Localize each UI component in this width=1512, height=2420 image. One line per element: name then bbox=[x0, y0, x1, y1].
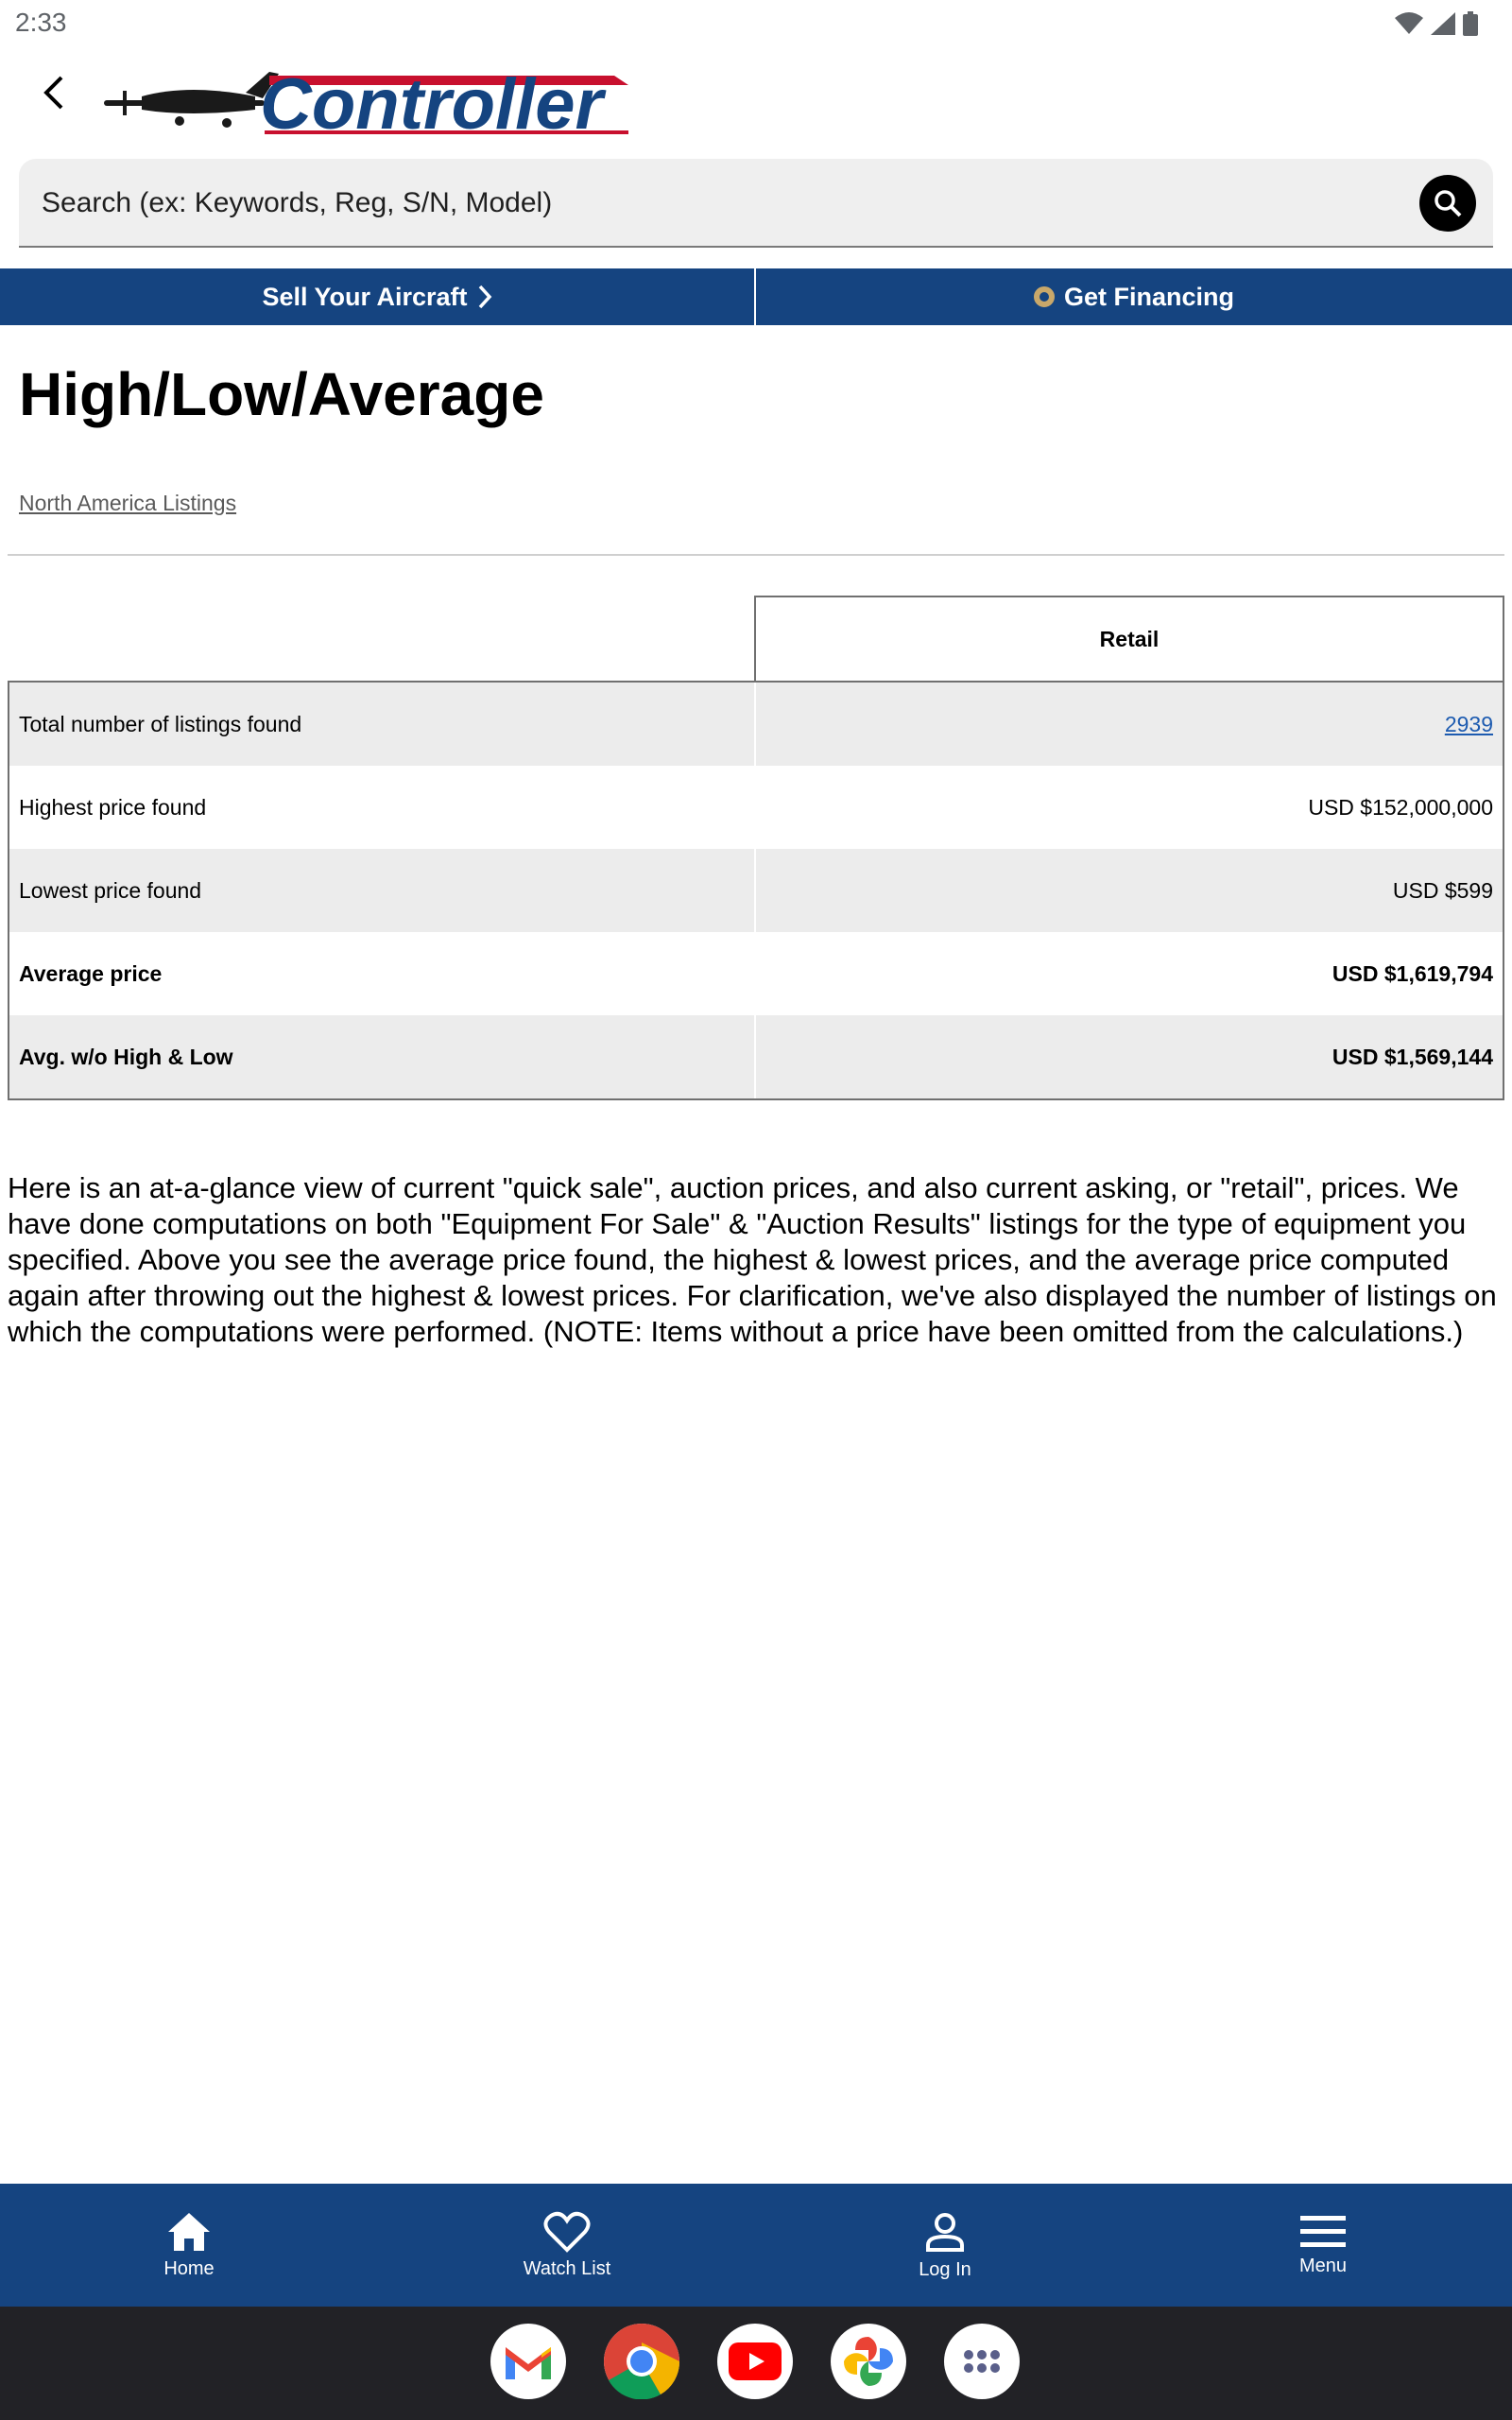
page-title: High/Low/Average bbox=[19, 360, 544, 428]
status-bar bbox=[0, 0, 1512, 47]
back-arrow-icon bbox=[39, 74, 67, 112]
controller-logo[interactable] bbox=[104, 55, 633, 140]
logo-text: Controller bbox=[260, 64, 604, 140]
table-row bbox=[9, 1015, 1503, 1098]
total-listings-link[interactable]: 2939 bbox=[1444, 711, 1493, 736]
price-summary-table bbox=[8, 596, 1504, 1100]
status-icons bbox=[1395, 11, 1478, 36]
row-value: USD $1,619,794 bbox=[1332, 960, 1493, 986]
nav-log-in[interactable] bbox=[756, 2184, 1134, 2307]
get-financing-label: Get Financing bbox=[1063, 282, 1234, 311]
chevron-right-icon bbox=[477, 284, 492, 310]
search-button[interactable] bbox=[1419, 175, 1476, 232]
column-header-retail: Retail bbox=[754, 596, 1504, 681]
row-value: USD $599 bbox=[1392, 877, 1493, 903]
battery-icon bbox=[1463, 11, 1478, 36]
table-body bbox=[8, 681, 1504, 1100]
bottom-nav bbox=[0, 2184, 1512, 2307]
row-label: Avg. w/o High & Low bbox=[9, 1015, 756, 1098]
description-text: Here is an at-a-glance view of current "quick sale", auction prices, and also current asking, or "retail", prices. We have done computations on both "Equipment For Sale" & "Auction Results" listings for the type of equipment you specified. Above you see the average price found, the highest & lowest prices, and the average price computed again after throwing out the highest & lowest prices. For clarification, we've also displayed the number of listings on which the computations were performed. (NOTE: Items without a price have been omitted from the calculations.) bbox=[8, 1171, 1497, 1348]
heart-icon bbox=[543, 2211, 591, 2253]
action-bar bbox=[0, 268, 1512, 325]
sell-aircraft-button[interactable] bbox=[0, 268, 754, 325]
coin-icon bbox=[1034, 286, 1055, 307]
table-row bbox=[9, 766, 1503, 849]
back-button[interactable] bbox=[28, 68, 77, 117]
nav-watch-list-label: Watch List bbox=[523, 2257, 611, 2279]
signal-icon bbox=[1431, 12, 1455, 35]
search-icon bbox=[1433, 188, 1463, 218]
table-header bbox=[8, 596, 1504, 681]
system-taskbar bbox=[0, 2307, 1512, 2420]
app-dock bbox=[490, 2324, 1020, 2399]
nav-watch-list[interactable] bbox=[378, 2184, 756, 2307]
chrome-icon[interactable] bbox=[604, 2324, 679, 2399]
home-icon bbox=[166, 2211, 212, 2253]
nav-home[interactable] bbox=[0, 2184, 378, 2307]
row-label: Average price bbox=[9, 932, 756, 1015]
table-row bbox=[9, 683, 1503, 766]
table-row bbox=[9, 849, 1503, 932]
table-row bbox=[9, 932, 1503, 1015]
app-drawer-icon[interactable] bbox=[944, 2324, 1020, 2399]
row-value: USD $152,000,000 bbox=[1308, 794, 1493, 820]
status-time: 2:33 bbox=[15, 8, 67, 37]
nav-home-label: Home bbox=[163, 2257, 215, 2279]
search-bar bbox=[19, 159, 1493, 248]
gmail-icon[interactable] bbox=[490, 2324, 566, 2399]
row-label: Highest price found bbox=[9, 766, 756, 849]
row-label: Lowest price found bbox=[9, 849, 756, 932]
row-label: Total number of listings found bbox=[9, 683, 756, 766]
search-input[interactable] bbox=[42, 180, 1365, 227]
person-icon bbox=[923, 2210, 967, 2254]
wifi-icon bbox=[1395, 12, 1423, 35]
sell-aircraft-label: Sell Your Aircraft bbox=[262, 282, 468, 311]
hamburger-icon bbox=[1300, 2214, 1346, 2250]
nav-log-in-label: Log In bbox=[919, 2258, 971, 2280]
photos-icon[interactable] bbox=[831, 2324, 906, 2399]
divider bbox=[8, 554, 1504, 556]
nav-menu-label: Menu bbox=[1298, 2255, 1348, 2276]
youtube-icon[interactable] bbox=[717, 2324, 793, 2399]
row-value bbox=[756, 683, 1503, 766]
breadcrumb-north-america-listings[interactable]: North America Listings bbox=[19, 491, 237, 515]
row-value: USD $1,569,144 bbox=[1332, 1044, 1493, 1069]
nav-menu[interactable] bbox=[1134, 2184, 1512, 2307]
app-header bbox=[0, 47, 1512, 156]
get-financing-button[interactable] bbox=[756, 268, 1512, 325]
